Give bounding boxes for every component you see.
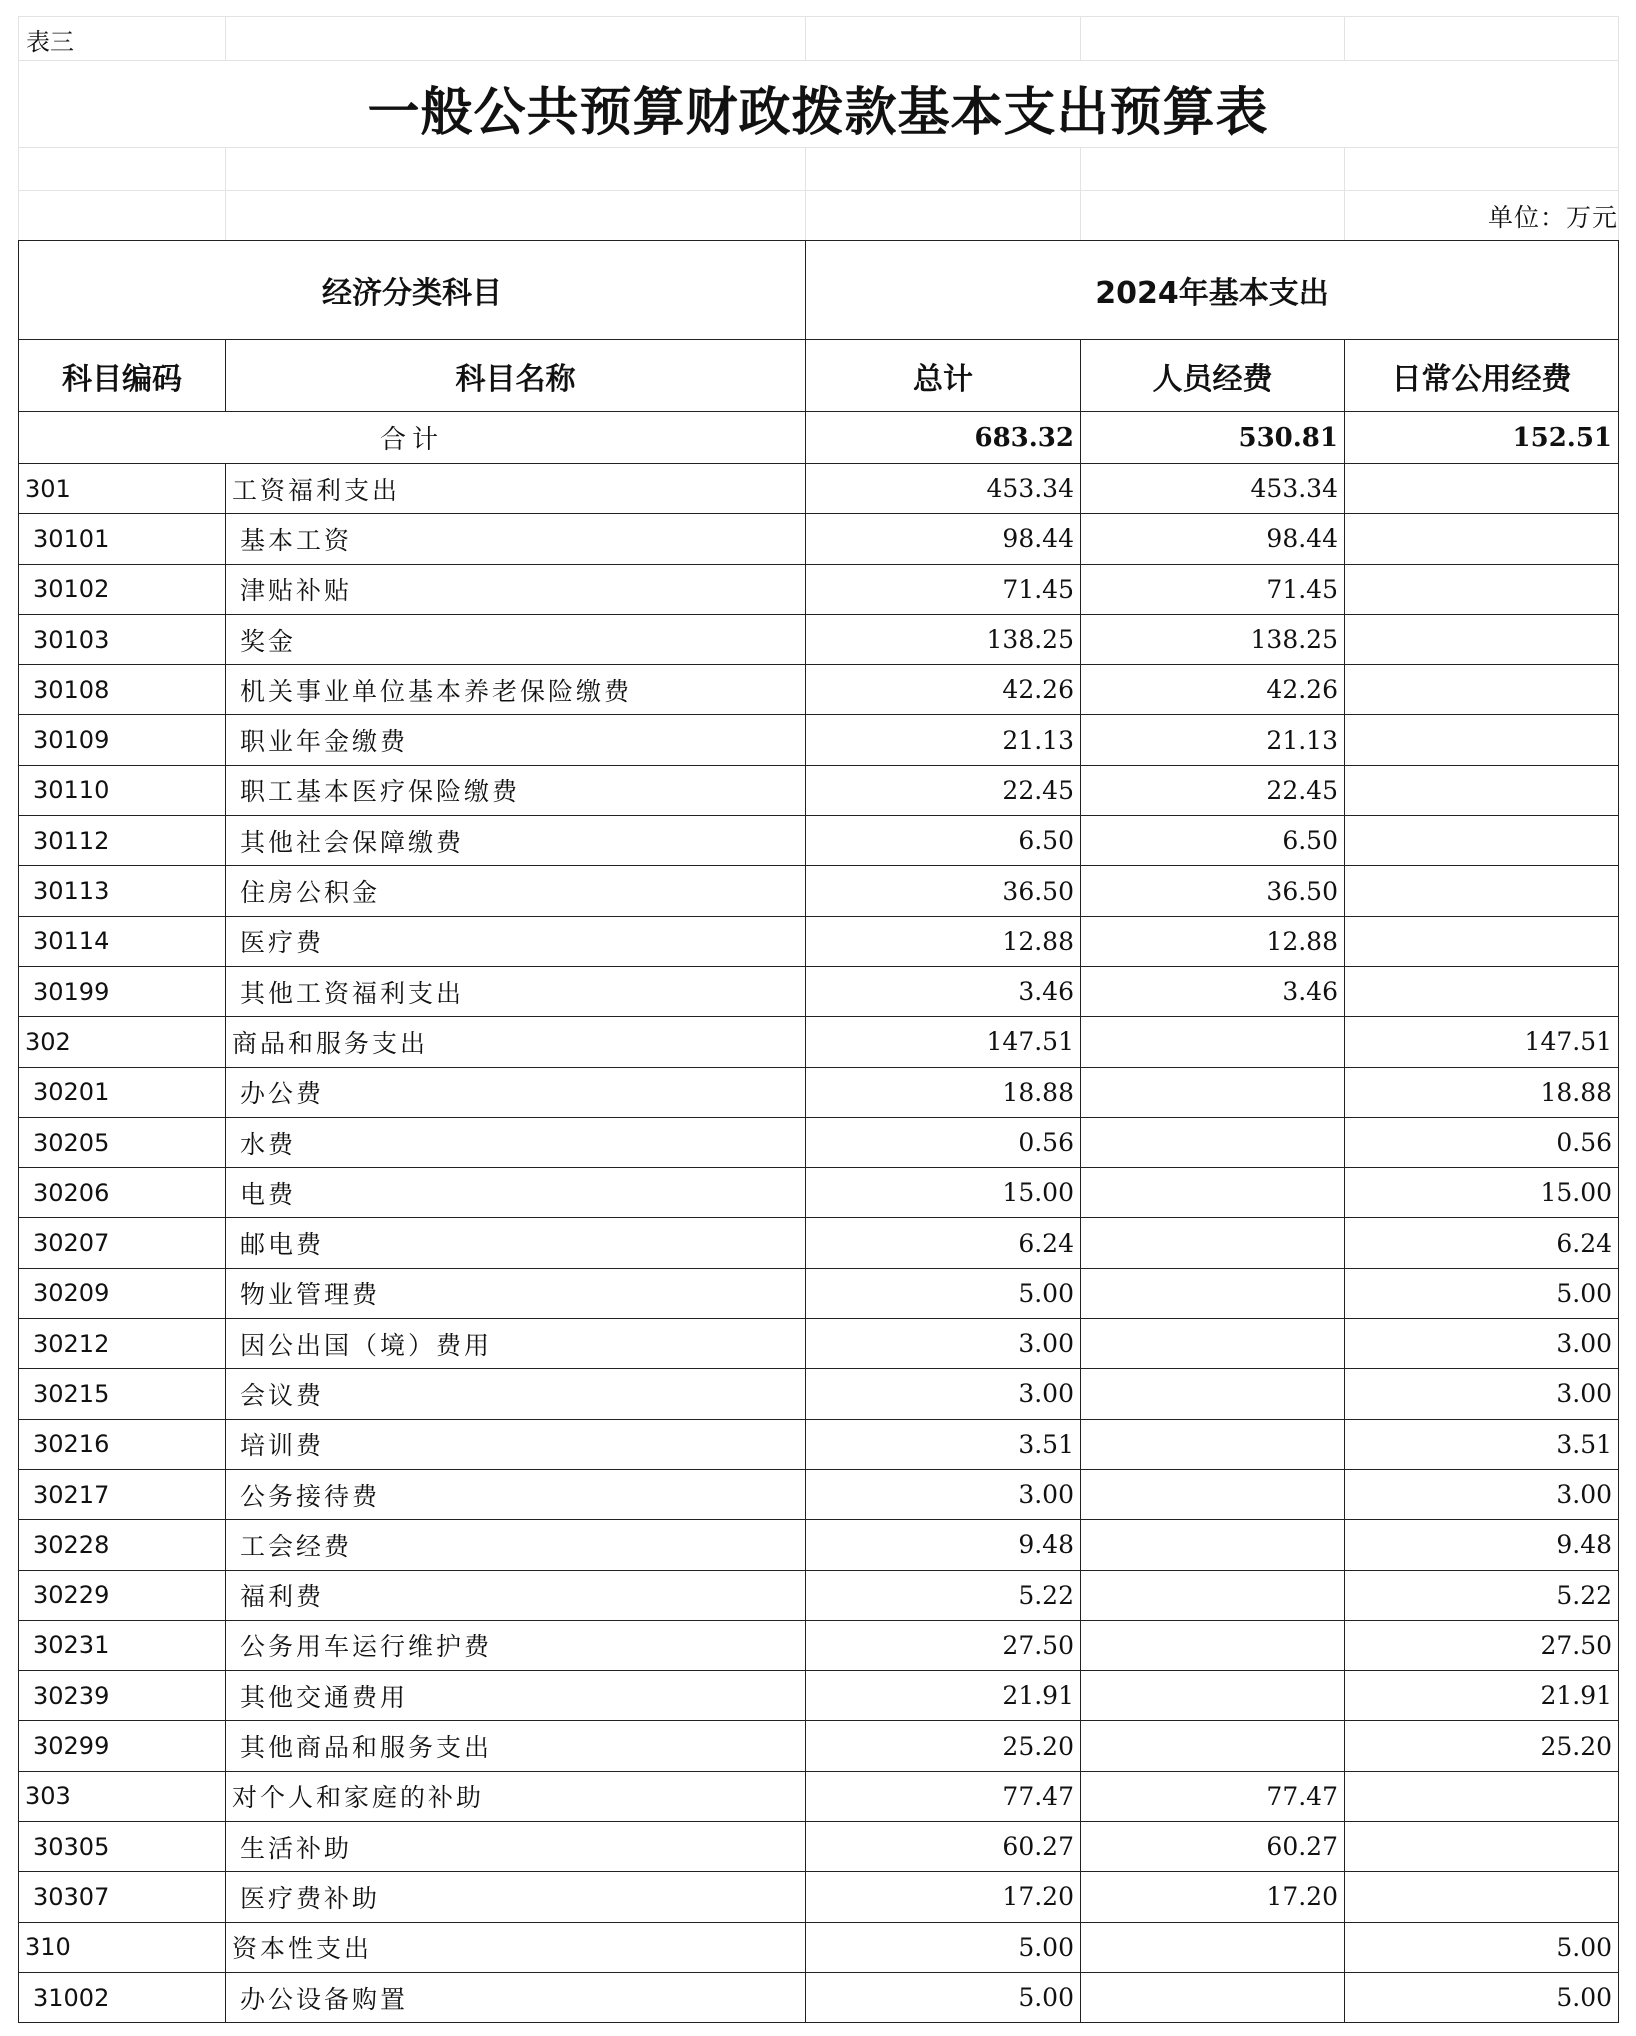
total-cell: 36.50 (806, 866, 1081, 916)
public-cell: 15.00 (1345, 1168, 1619, 1218)
public-cell (1345, 1822, 1619, 1872)
total-cell: 5.00 (806, 1922, 1081, 1972)
subject-code-cell: 30206 (19, 1168, 226, 1218)
sheet-label: 表三 (26, 28, 74, 56)
total-cell: 15.00 (806, 1168, 1081, 1218)
gridline (1080, 16, 1081, 60)
personnel-cell (1081, 1168, 1345, 1218)
subject-name-cell: 其他交通费用 (226, 1671, 806, 1721)
table-row (19, 665, 1619, 715)
personnel-cell (1081, 1570, 1345, 1620)
subject-name-cell: 基本工资 (226, 514, 806, 564)
total-cell: 147.51 (806, 1017, 1081, 1067)
table-row (19, 1017, 1619, 1067)
public-cell: 27.50 (1345, 1620, 1619, 1670)
subject-code-cell: 30216 (19, 1419, 226, 1469)
total-label: 合计 (19, 412, 806, 464)
total-row (19, 412, 1619, 464)
subject-code-cell: 30229 (19, 1570, 226, 1620)
total-cell: 42.26 (806, 665, 1081, 715)
subject-code-cell: 30215 (19, 1369, 226, 1419)
header-personnel-expenses: 人员经费 (1081, 340, 1345, 412)
subject-name-cell: 工会经费 (226, 1520, 806, 1570)
personnel-cell: 138.25 (1081, 614, 1345, 664)
total-cell: 77.47 (806, 1771, 1081, 1821)
subject-code-cell: 30209 (19, 1268, 226, 1318)
table-row (19, 1369, 1619, 1419)
personnel-cell (1081, 1721, 1345, 1771)
subject-name-cell: 公务用车运行维护费 (226, 1620, 806, 1670)
table-row (19, 1520, 1619, 1570)
subject-name-cell: 工资福利支出 (226, 464, 806, 514)
personnel-cell (1081, 1922, 1345, 1972)
subject-name-cell: 水费 (226, 1117, 806, 1167)
total-cell: 3.51 (806, 1419, 1081, 1469)
gridline (18, 190, 1618, 191)
header-public-expenses: 日常公用经费 (1345, 340, 1619, 412)
subject-name-cell: 福利费 (226, 1570, 806, 1620)
table-row (19, 1117, 1619, 1167)
table-row (19, 966, 1619, 1016)
public-cell: 3.00 (1345, 1469, 1619, 1519)
table-row (19, 1319, 1619, 1369)
personnel-cell (1081, 1671, 1345, 1721)
subject-name-cell: 其他工资福利支出 (226, 966, 806, 1016)
personnel-cell: 3.46 (1081, 966, 1345, 1016)
gridline (1344, 147, 1345, 240)
total-cell: 18.88 (806, 1067, 1081, 1117)
table-row (19, 1168, 1619, 1218)
total-cell: 21.13 (806, 715, 1081, 765)
total-cell: 17.20 (806, 1872, 1081, 1922)
table-row (19, 1570, 1619, 1620)
personnel-cell (1081, 1520, 1345, 1570)
header-row-columns (19, 340, 1619, 412)
personnel-cell (1081, 1972, 1345, 2022)
personnel-cell: 98.44 (1081, 514, 1345, 564)
gridline (18, 60, 1618, 61)
subject-code-cell: 301 (19, 464, 226, 514)
total-cell: 3.00 (806, 1369, 1081, 1419)
table-row (19, 765, 1619, 815)
gridline (805, 16, 806, 60)
total-cell: 138.25 (806, 614, 1081, 664)
subject-code-cell: 30205 (19, 1117, 226, 1167)
header-row-group (19, 241, 1619, 340)
subject-name-cell: 办公费 (226, 1067, 806, 1117)
subject-name-cell: 资本性支出 (226, 1922, 806, 1972)
header-economic-category: 经济分类科目 (19, 241, 806, 340)
table-row (19, 1268, 1619, 1318)
personnel-cell (1081, 1067, 1345, 1117)
personnel-cell: 453.34 (1081, 464, 1345, 514)
subject-name-cell: 对个人和家庭的补助 (226, 1771, 806, 1821)
subject-name-cell: 公务接待费 (226, 1469, 806, 1519)
public-cell: 147.51 (1345, 1017, 1619, 1067)
total-cell: 5.00 (806, 1972, 1081, 2022)
table-row (19, 1067, 1619, 1117)
total-cell: 60.27 (806, 1822, 1081, 1872)
personnel-cell (1081, 1218, 1345, 1268)
table-row (19, 1771, 1619, 1821)
subject-name-cell: 奖金 (226, 614, 806, 664)
personnel-cell: 60.27 (1081, 1822, 1345, 1872)
public-cell: 0.56 (1345, 1117, 1619, 1167)
subject-code-cell: 30212 (19, 1319, 226, 1369)
total-cell: 22.45 (806, 765, 1081, 815)
subject-code-cell: 302 (19, 1017, 226, 1067)
public-cell: 3.51 (1345, 1419, 1619, 1469)
subject-name-cell: 商品和服务支出 (226, 1017, 806, 1067)
public-cell (1345, 614, 1619, 664)
total-cell: 3.46 (806, 966, 1081, 1016)
header-year-basic-expenditure: 2024年基本支出 (806, 241, 1619, 340)
public-cell (1345, 1771, 1619, 1821)
gridline (18, 147, 1618, 148)
personnel-cell (1081, 1319, 1345, 1369)
total-cell: 6.50 (806, 816, 1081, 866)
subject-name-cell: 职业年金缴费 (226, 715, 806, 765)
subject-name-cell: 邮电费 (226, 1218, 806, 1268)
unit-label: 单位：万元 (1487, 203, 1618, 232)
personnel-cell (1081, 1117, 1345, 1167)
subject-name-cell: 办公设备购置 (226, 1972, 806, 2022)
public-cell (1345, 1872, 1619, 1922)
public-cell: 18.88 (1345, 1067, 1619, 1117)
public-cell (1345, 514, 1619, 564)
subject-name-cell: 因公出国（境）费用 (226, 1319, 806, 1369)
public-cell (1345, 866, 1619, 916)
subject-code-cell: 30102 (19, 564, 226, 614)
table-row (19, 464, 1619, 514)
total-cell: 27.50 (806, 1620, 1081, 1670)
public-cell (1345, 464, 1619, 514)
subject-code-cell: 30199 (19, 966, 226, 1016)
header-subject-name: 科目名称 (226, 340, 806, 412)
subject-name-cell: 会议费 (226, 1369, 806, 1419)
subject-code-cell: 30113 (19, 866, 226, 916)
public-cell (1345, 966, 1619, 1016)
table-row (19, 614, 1619, 664)
total-cell: 5.00 (806, 1268, 1081, 1318)
total-cell: 5.22 (806, 1570, 1081, 1620)
subject-code-cell: 30112 (19, 816, 226, 866)
table-row (19, 514, 1619, 564)
total-cell: 21.91 (806, 1671, 1081, 1721)
public-cell: 3.00 (1345, 1369, 1619, 1419)
personnel-cell: 42.26 (1081, 665, 1345, 715)
personnel-cell: 17.20 (1081, 1872, 1345, 1922)
table-row (19, 1721, 1619, 1771)
total-amount: 683.32 (806, 412, 1081, 464)
table-row (19, 1822, 1619, 1872)
table-row (19, 1872, 1619, 1922)
subject-code-cell: 31002 (19, 1972, 226, 2022)
table-row (19, 866, 1619, 916)
table-row (19, 715, 1619, 765)
subject-code-cell: 30109 (19, 715, 226, 765)
public-cell: 5.22 (1345, 1570, 1619, 1620)
personnel-cell: 36.50 (1081, 866, 1345, 916)
public-cell: 5.00 (1345, 1972, 1619, 2022)
total-cell: 9.48 (806, 1520, 1081, 1570)
total-cell: 453.34 (806, 464, 1081, 514)
subject-code-cell: 30217 (19, 1469, 226, 1519)
personnel-cell (1081, 1419, 1345, 1469)
public-cell (1345, 916, 1619, 966)
personnel-cell: 22.45 (1081, 765, 1345, 815)
total-cell: 71.45 (806, 564, 1081, 614)
subject-code-cell: 30108 (19, 665, 226, 715)
subject-name-cell: 医疗费补助 (226, 1872, 806, 1922)
gridline (225, 16, 226, 60)
total-cell: 3.00 (806, 1319, 1081, 1369)
total-cell: 3.00 (806, 1469, 1081, 1519)
subject-code-cell: 30307 (19, 1872, 226, 1922)
personnel-cell (1081, 1268, 1345, 1318)
subject-name-cell: 职工基本医疗保险缴费 (226, 765, 806, 815)
budget-table (18, 240, 1619, 2023)
subject-code-cell: 30201 (19, 1067, 226, 1117)
personnel-cell: 77.47 (1081, 1771, 1345, 1821)
table-row (19, 1620, 1619, 1670)
table-row (19, 1671, 1619, 1721)
gridline (225, 147, 226, 240)
subject-code-cell: 303 (19, 1771, 226, 1821)
table-row (19, 1972, 1619, 2022)
gridline (1344, 16, 1345, 60)
total-public: 152.51 (1345, 412, 1619, 464)
total-cell: 25.20 (806, 1721, 1081, 1771)
subject-name-cell: 其他商品和服务支出 (226, 1721, 806, 1771)
page-title: 一般公共预算财政拨款基本支出预算表 (367, 82, 1269, 143)
gridline (805, 147, 806, 240)
public-cell: 21.91 (1345, 1671, 1619, 1721)
personnel-cell (1081, 1620, 1345, 1670)
table-row (19, 1419, 1619, 1469)
subject-code-cell: 30101 (19, 514, 226, 564)
public-cell: 6.24 (1345, 1218, 1619, 1268)
public-cell: 5.00 (1345, 1268, 1619, 1318)
subject-code-cell: 30103 (19, 614, 226, 664)
public-cell: 5.00 (1345, 1922, 1619, 1972)
gridline (18, 16, 1618, 17)
personnel-cell: 12.88 (1081, 916, 1345, 966)
header-subject-code: 科目编码 (19, 340, 226, 412)
personnel-cell (1081, 1469, 1345, 1519)
header-total: 总计 (806, 340, 1081, 412)
subject-code-cell: 30299 (19, 1721, 226, 1771)
subject-code-cell: 310 (19, 1922, 226, 1972)
table-row (19, 816, 1619, 866)
personnel-cell (1081, 1369, 1345, 1419)
subject-code-cell: 30207 (19, 1218, 226, 1268)
public-cell (1345, 816, 1619, 866)
public-cell (1345, 665, 1619, 715)
subject-code-cell: 30305 (19, 1822, 226, 1872)
subject-name-cell: 电费 (226, 1168, 806, 1218)
subject-name-cell: 物业管理费 (226, 1268, 806, 1318)
subject-name-cell: 培训费 (226, 1419, 806, 1469)
subject-name-cell: 机关事业单位基本养老保险缴费 (226, 665, 806, 715)
total-cell: 98.44 (806, 514, 1081, 564)
subject-name-cell: 津贴补贴 (226, 564, 806, 614)
public-cell: 9.48 (1345, 1520, 1619, 1570)
table-row (19, 1218, 1619, 1268)
subject-name-cell: 生活补助 (226, 1822, 806, 1872)
personnel-cell: 71.45 (1081, 564, 1345, 614)
total-cell: 12.88 (806, 916, 1081, 966)
table-row (19, 1469, 1619, 1519)
public-cell (1345, 564, 1619, 614)
subject-name-cell: 住房公积金 (226, 866, 806, 916)
subject-code-cell: 30228 (19, 1520, 226, 1570)
total-cell: 6.24 (806, 1218, 1081, 1268)
subject-code-cell: 30231 (19, 1620, 226, 1670)
subject-name-cell: 医疗费 (226, 916, 806, 966)
public-cell (1345, 715, 1619, 765)
subject-name-cell: 其他社会保障缴费 (226, 816, 806, 866)
gridline (1080, 147, 1081, 240)
total-cell: 0.56 (806, 1117, 1081, 1167)
total-personnel: 530.81 (1081, 412, 1345, 464)
subject-code-cell: 30239 (19, 1671, 226, 1721)
public-cell: 25.20 (1345, 1721, 1619, 1771)
public-cell: 3.00 (1345, 1319, 1619, 1369)
personnel-cell (1081, 1017, 1345, 1067)
personnel-cell: 6.50 (1081, 816, 1345, 866)
personnel-cell: 21.13 (1081, 715, 1345, 765)
public-cell (1345, 765, 1619, 815)
table-row (19, 916, 1619, 966)
table-row (19, 564, 1619, 614)
table-row (19, 1922, 1619, 1972)
subject-code-cell: 30114 (19, 916, 226, 966)
subject-code-cell: 30110 (19, 765, 226, 815)
